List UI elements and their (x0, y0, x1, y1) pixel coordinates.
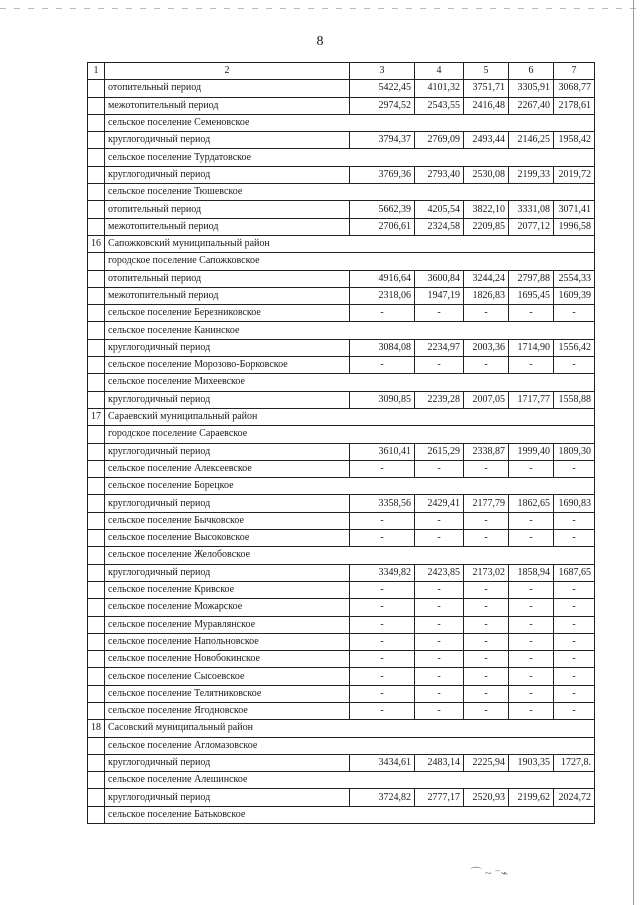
value-cell: - (509, 460, 554, 477)
value-cell: 1999,40 (509, 443, 554, 460)
value-cell: 3084,08 (350, 339, 415, 356)
empty-span-cell (350, 408, 595, 425)
table-row (88, 512, 595, 529)
row-label: сельское поселение Алешинское (105, 772, 350, 789)
value-cell: 2178,61 (554, 97, 595, 114)
row-label: сельское поселение Кривское (105, 581, 350, 598)
empty-span-cell (350, 478, 595, 495)
value-cell: - (415, 616, 464, 633)
value-cell: 2530,08 (464, 166, 509, 183)
value-cell: 4101,32 (415, 80, 464, 97)
table-row (88, 253, 595, 270)
row-label: круглогодичный период (105, 443, 350, 460)
value-cell: - (415, 702, 464, 719)
row-label: сельское поселение Морозово-Борковское (105, 357, 350, 374)
row-label: межотопительный период (105, 218, 350, 235)
value-cell: - (554, 460, 595, 477)
table-row (88, 651, 595, 668)
empty-span-cell (350, 426, 595, 443)
row-number (88, 253, 105, 270)
table-row (88, 754, 595, 771)
value-cell: 2793,40 (415, 166, 464, 183)
value-cell: - (464, 530, 509, 547)
value-cell: 2209,85 (464, 218, 509, 235)
table-row (88, 357, 595, 374)
value-cell: 1714,90 (509, 339, 554, 356)
value-cell: 3822,10 (464, 201, 509, 218)
empty-span-cell (350, 772, 595, 789)
handwritten-mark: ⌒ ~ ⁻⌁ (470, 866, 509, 880)
value-cell: - (350, 512, 415, 529)
row-number (88, 685, 105, 702)
row-label: сельское поселение Батьковское (105, 806, 350, 823)
table-row (88, 789, 595, 806)
value-cell: 3724,82 (350, 789, 415, 806)
value-cell: - (464, 685, 509, 702)
value-cell: - (415, 512, 464, 529)
table-row (88, 685, 595, 702)
table-row (88, 408, 595, 425)
table-row (88, 530, 595, 547)
value-cell: 2146,25 (509, 132, 554, 149)
table-row (88, 287, 595, 304)
value-cell: 2777,17 (415, 789, 464, 806)
row-label: круглогодичный период (105, 166, 350, 183)
value-cell: - (415, 530, 464, 547)
value-cell: - (509, 305, 554, 322)
value-cell: - (350, 668, 415, 685)
value-cell: - (350, 651, 415, 668)
scan-top-edge (0, 8, 640, 9)
row-number (88, 754, 105, 771)
value-cell: 2077,12 (509, 218, 554, 235)
value-cell: - (464, 633, 509, 650)
row-number (88, 339, 105, 356)
value-cell: - (415, 357, 464, 374)
row-label: сельское поселение Семеновское (105, 114, 350, 131)
table-row (88, 443, 595, 460)
value-cell: 2225,94 (464, 754, 509, 771)
value-cell: 1826,83 (464, 287, 509, 304)
row-label: Сапожковский муниципальный район (105, 235, 350, 252)
row-number (88, 132, 105, 149)
row-number (88, 806, 105, 823)
row-label: Сасовский муниципальный район (105, 720, 350, 737)
value-cell: - (509, 530, 554, 547)
value-cell: - (464, 651, 509, 668)
row-label: сельское поселение Желобовское (105, 547, 350, 564)
row-number (88, 322, 105, 339)
value-cell: - (554, 685, 595, 702)
value-cell: 2267,40 (509, 97, 554, 114)
table-row (88, 201, 595, 218)
value-cell: 2416,48 (464, 97, 509, 114)
table-row (88, 426, 595, 443)
value-cell: - (509, 599, 554, 616)
empty-span-cell (350, 547, 595, 564)
value-cell: 1996,58 (554, 218, 595, 235)
row-label: круглогодичный период (105, 132, 350, 149)
value-cell: 2974,52 (350, 97, 415, 114)
value-cell: - (509, 512, 554, 529)
value-cell: 3358,56 (350, 495, 415, 512)
column-header: 6 (509, 63, 554, 80)
table-row (88, 737, 595, 754)
row-label: сельское поселение Ягодновское (105, 702, 350, 719)
value-cell: - (415, 668, 464, 685)
value-cell: - (464, 512, 509, 529)
row-number (88, 789, 105, 806)
value-cell: - (415, 581, 464, 598)
row-number (88, 201, 105, 218)
row-number (88, 270, 105, 287)
row-number (88, 772, 105, 789)
value-cell: 1858,94 (509, 564, 554, 581)
row-number (88, 599, 105, 616)
value-cell: - (350, 581, 415, 598)
value-cell: 2177,79 (464, 495, 509, 512)
value-cell: 2007,05 (464, 391, 509, 408)
tariff-table (87, 62, 595, 824)
value-cell: - (509, 633, 554, 650)
value-cell: 2423,85 (415, 564, 464, 581)
row-number (88, 305, 105, 322)
column-header: 2 (105, 63, 350, 80)
value-cell: 2239,28 (415, 391, 464, 408)
row-number (88, 737, 105, 754)
value-cell: - (464, 668, 509, 685)
value-cell: - (350, 460, 415, 477)
row-number (88, 218, 105, 235)
value-cell: 2493,44 (464, 132, 509, 149)
value-cell: 2543,55 (415, 97, 464, 114)
table-row (88, 581, 595, 598)
row-number (88, 287, 105, 304)
table-row (88, 97, 595, 114)
value-cell: - (509, 581, 554, 598)
row-label: сельское поселение Муравлянское (105, 616, 350, 633)
value-cell: - (350, 633, 415, 650)
value-cell: - (350, 305, 415, 322)
table-row (88, 218, 595, 235)
value-cell: 3068,77 (554, 80, 595, 97)
value-cell: 2318,06 (350, 287, 415, 304)
row-label: сельское поселение Борецкое (105, 478, 350, 495)
row-number (88, 184, 105, 201)
row-number (88, 702, 105, 719)
row-number (88, 460, 105, 477)
value-cell: - (464, 305, 509, 322)
row-number (88, 426, 105, 443)
table-row (88, 270, 595, 287)
value-cell: 1695,45 (509, 287, 554, 304)
table-row (88, 668, 595, 685)
table-row (88, 339, 595, 356)
value-cell: - (509, 702, 554, 719)
value-cell: 3434,61 (350, 754, 415, 771)
value-cell: - (464, 616, 509, 633)
table-row (88, 374, 595, 391)
empty-span-cell (350, 374, 595, 391)
table-row (88, 132, 595, 149)
row-number: 16 (88, 235, 105, 252)
row-number (88, 114, 105, 131)
row-number (88, 581, 105, 598)
row-number (88, 357, 105, 374)
value-cell: - (415, 651, 464, 668)
row-number (88, 443, 105, 460)
value-cell: 1609,39 (554, 287, 595, 304)
row-number (88, 478, 105, 495)
row-label: сельское поселение Березниковское (105, 305, 350, 322)
value-cell: - (554, 633, 595, 650)
row-number (88, 495, 105, 512)
row-label: сельское поселение Напольновское (105, 633, 350, 650)
row-number (88, 97, 105, 114)
value-cell: 2338,87 (464, 443, 509, 460)
value-cell: 3305,91 (509, 80, 554, 97)
empty-span-cell (350, 253, 595, 270)
value-cell: 5422,45 (350, 80, 415, 97)
row-label: сельское поселение Сысоевское (105, 668, 350, 685)
column-header: 5 (464, 63, 509, 80)
row-label: отопительный период (105, 201, 350, 218)
row-number (88, 564, 105, 581)
table-row (88, 564, 595, 581)
row-label: сельское поселение Алексеевское (105, 460, 350, 477)
value-cell: - (554, 530, 595, 547)
empty-span-cell (350, 149, 595, 166)
value-cell: 2483,14 (415, 754, 464, 771)
table-row (88, 235, 595, 252)
table-row (88, 478, 595, 495)
row-label: круглогодичный период (105, 789, 350, 806)
value-cell: - (350, 599, 415, 616)
value-cell: 2706,61 (350, 218, 415, 235)
row-number (88, 616, 105, 633)
value-cell: - (554, 599, 595, 616)
value-cell: - (554, 651, 595, 668)
value-cell: 2024,72 (554, 789, 595, 806)
row-label: сельское поселение Телятниковское (105, 685, 350, 702)
value-cell: 1903,35 (509, 754, 554, 771)
table-row (88, 184, 595, 201)
row-number (88, 668, 105, 685)
value-cell: - (464, 702, 509, 719)
value-cell: - (509, 651, 554, 668)
column-header: 7 (554, 63, 595, 80)
table-row (88, 616, 595, 633)
value-cell: 1862,65 (509, 495, 554, 512)
column-header: 1 (88, 63, 105, 80)
value-cell: 1809,30 (554, 443, 595, 460)
row-number (88, 512, 105, 529)
value-cell: 2199,33 (509, 166, 554, 183)
value-cell: 2797,88 (509, 270, 554, 287)
value-cell: 2769,09 (415, 132, 464, 149)
page-number: 8 (316, 34, 324, 49)
row-label: сельское поселение Тюшевское (105, 184, 350, 201)
value-cell: 2324,58 (415, 218, 464, 235)
value-cell: - (415, 599, 464, 616)
value-cell: 3331,08 (509, 201, 554, 218)
value-cell: 3610,41 (350, 443, 415, 460)
table-row (88, 149, 595, 166)
empty-span-cell (350, 184, 595, 201)
row-label: отопительный период (105, 270, 350, 287)
row-number: 17 (88, 408, 105, 425)
value-cell: - (350, 616, 415, 633)
row-number (88, 166, 105, 183)
value-cell: - (509, 616, 554, 633)
value-cell: 2429,41 (415, 495, 464, 512)
row-label: сельское поселение Можарское (105, 599, 350, 616)
row-label: круглогодичный период (105, 391, 350, 408)
row-number (88, 391, 105, 408)
value-cell: 3769,36 (350, 166, 415, 183)
value-cell: - (554, 702, 595, 719)
value-cell: - (464, 599, 509, 616)
table-row (88, 702, 595, 719)
table-row (88, 391, 595, 408)
value-cell: 4916,64 (350, 270, 415, 287)
value-cell: - (509, 685, 554, 702)
value-cell: 3349,82 (350, 564, 415, 581)
value-cell: 3751,71 (464, 80, 509, 97)
value-cell: - (554, 581, 595, 598)
value-cell: 2173,02 (464, 564, 509, 581)
value-cell: 1947,19 (415, 287, 464, 304)
table-header-row (88, 63, 595, 80)
table-row (88, 80, 595, 97)
scan-right-edge (633, 0, 634, 905)
empty-span-cell (350, 235, 595, 252)
empty-span-cell (350, 737, 595, 754)
value-cell: 3071,41 (554, 201, 595, 218)
value-cell: - (415, 633, 464, 650)
table-row (88, 720, 595, 737)
value-cell: 5662,39 (350, 201, 415, 218)
value-cell: - (415, 685, 464, 702)
table-row (88, 460, 595, 477)
table-row (88, 633, 595, 650)
table-row (88, 599, 595, 616)
row-label: сельское поселение Агломазовское (105, 737, 350, 754)
value-cell: 3244,24 (464, 270, 509, 287)
row-number (88, 374, 105, 391)
row-number (88, 530, 105, 547)
value-cell: - (350, 685, 415, 702)
row-number: 18 (88, 720, 105, 737)
empty-span-cell (350, 322, 595, 339)
value-cell: - (509, 668, 554, 685)
table-row (88, 806, 595, 823)
row-number (88, 651, 105, 668)
value-cell: - (464, 581, 509, 598)
empty-span-cell (350, 114, 595, 131)
value-cell: 2234,97 (415, 339, 464, 356)
value-cell: 2003,36 (464, 339, 509, 356)
value-cell: 2199,62 (509, 789, 554, 806)
table-row (88, 495, 595, 512)
value-cell: 1558,88 (554, 391, 595, 408)
value-cell: - (554, 357, 595, 374)
value-cell: 3600,84 (415, 270, 464, 287)
value-cell: 3090,85 (350, 391, 415, 408)
row-label: сельское поселение Турдатовское (105, 149, 350, 166)
row-number (88, 547, 105, 564)
row-label: круглогодичный период (105, 754, 350, 771)
value-cell: - (464, 460, 509, 477)
table-row (88, 166, 595, 183)
row-label: круглогодичный период (105, 339, 350, 356)
row-label: Сараевский муниципальный район (105, 408, 350, 425)
row-label: городское поселение Сапожковское (105, 253, 350, 270)
value-cell: - (554, 512, 595, 529)
table-row (88, 305, 595, 322)
row-number (88, 633, 105, 650)
row-label: сельское поселение Высоковское (105, 530, 350, 547)
value-cell: 2554,33 (554, 270, 595, 287)
value-cell: 1727,8. (554, 754, 595, 771)
row-label: круглогодичный период (105, 495, 350, 512)
row-label: круглогодичный период (105, 564, 350, 581)
value-cell: 2019,72 (554, 166, 595, 183)
table-row (88, 322, 595, 339)
value-cell: - (509, 357, 554, 374)
value-cell: 1717,77 (509, 391, 554, 408)
value-cell: - (415, 460, 464, 477)
table-row (88, 114, 595, 131)
value-cell: 1958,42 (554, 132, 595, 149)
value-cell: - (554, 616, 595, 633)
value-cell: 1687,65 (554, 564, 595, 581)
table-row (88, 772, 595, 789)
row-label: отопительный период (105, 80, 350, 97)
column-header: 3 (350, 63, 415, 80)
table-row (88, 547, 595, 564)
value-cell: 3794,37 (350, 132, 415, 149)
row-label: сельское поселение Канинское (105, 322, 350, 339)
value-cell: - (350, 702, 415, 719)
row-label: межотопительный период (105, 97, 350, 114)
value-cell: 2520,93 (464, 789, 509, 806)
column-header: 4 (415, 63, 464, 80)
value-cell: - (415, 305, 464, 322)
value-cell: - (554, 668, 595, 685)
value-cell: - (350, 530, 415, 547)
value-cell: - (464, 357, 509, 374)
row-number (88, 80, 105, 97)
row-label: сельское поселение Михеевское (105, 374, 350, 391)
value-cell: 4205,54 (415, 201, 464, 218)
row-label: сельское поселение Бычковское (105, 512, 350, 529)
row-label: сельское поселение Новобокинское (105, 651, 350, 668)
value-cell: 1556,42 (554, 339, 595, 356)
empty-span-cell (350, 720, 595, 737)
row-label: городское поселение Сараевское (105, 426, 350, 443)
value-cell: 1690,83 (554, 495, 595, 512)
row-label: межотопительный период (105, 287, 350, 304)
value-cell: - (554, 305, 595, 322)
empty-span-cell (350, 806, 595, 823)
row-number (88, 149, 105, 166)
value-cell: - (350, 357, 415, 374)
value-cell: 2615,29 (415, 443, 464, 460)
